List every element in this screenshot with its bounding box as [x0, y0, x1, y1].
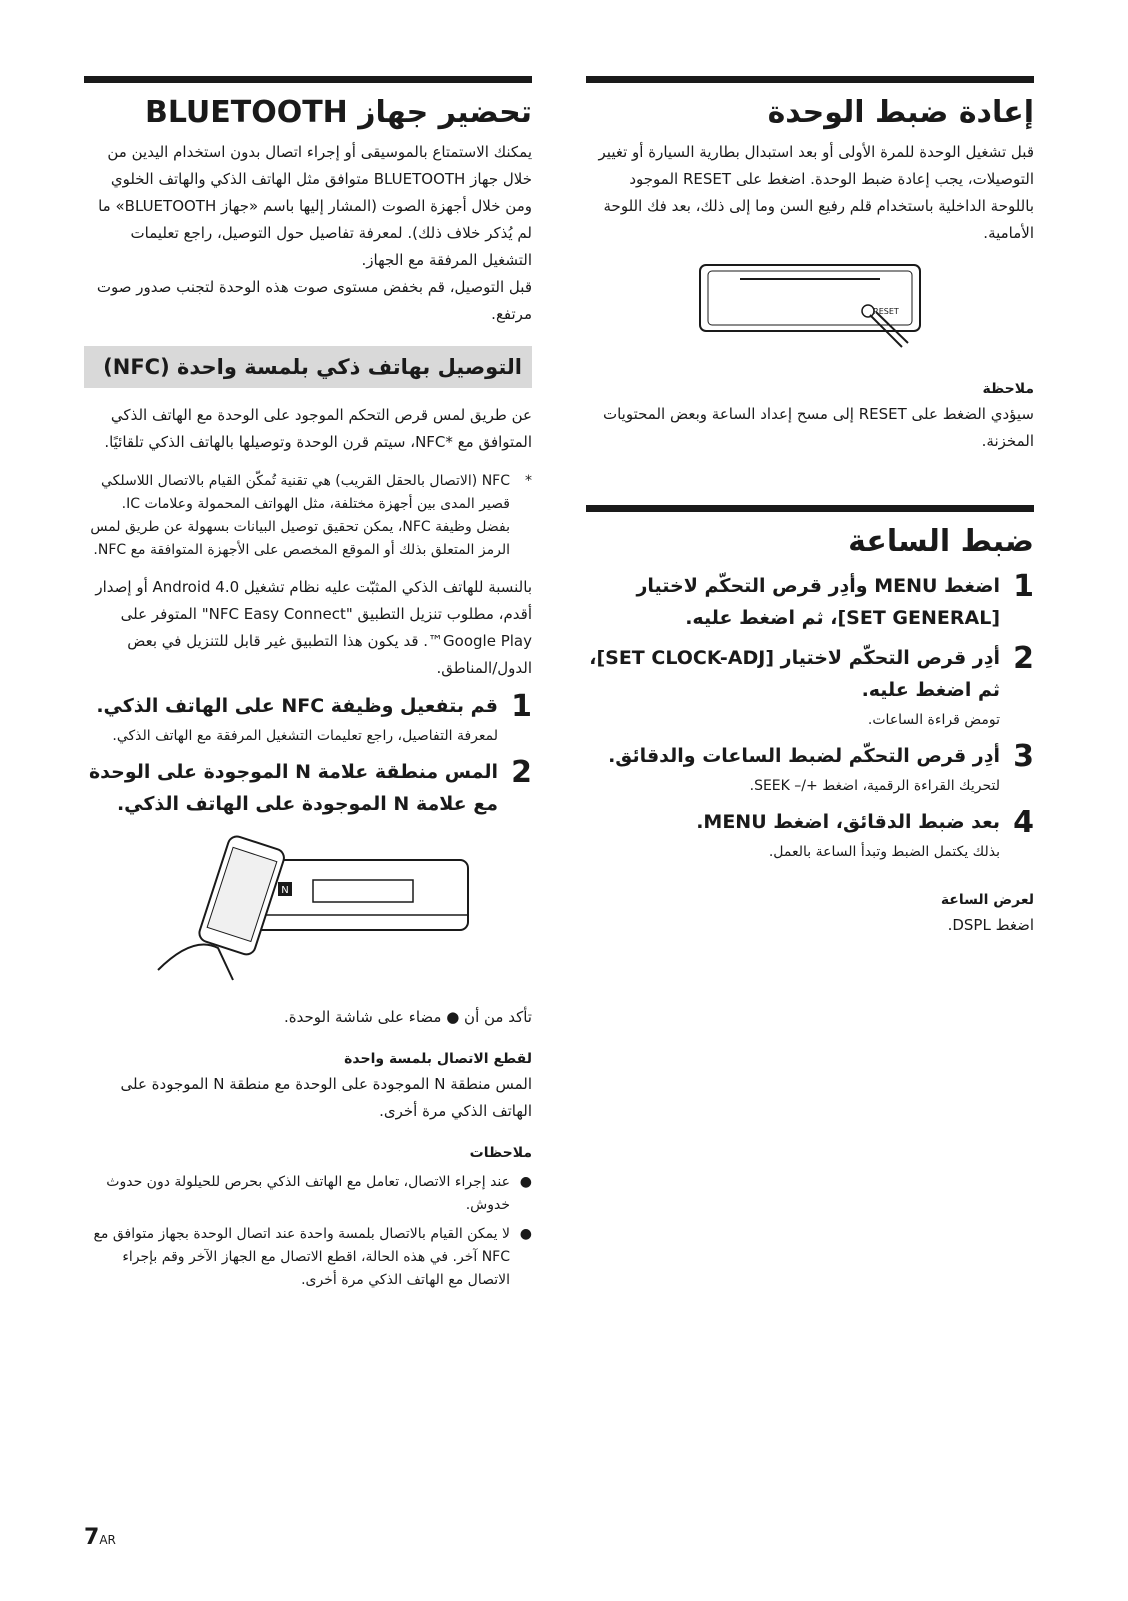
page-number-value: 7 — [84, 1525, 100, 1550]
step-number: 2 — [1013, 641, 1034, 676]
nfc-intro-paragraph: عن طريق لمس قرص التحكم الموجود على الوحدة مع الهاتف الذكي المتوافق مع *NFC، سيتم قرن الوحدة وتوصيلها بالهاتف الذكي تلقائيًا. — [104, 406, 532, 451]
clock-step-1 — [586, 570, 1034, 634]
step-number: 1 — [511, 689, 532, 724]
page-number — [84, 1525, 116, 1550]
bluetooth-intro-paragraph: يمكنك الاستمتاع بالموسيقى أو إجراء اتصال بدون استخدام اليدين من خلال جهاز BLUETOOTH متوافق مثل الهاتف الذكي والهاتف الخلوي ومن خلال أجهزة الصوت (المشار إليها باسم «جهاز BLUETOOTH» ما لم يُذكر خلاف ذلك). لمعرفة تفاصيل حول التوصيل، راجع تعليمات التشغيل المرفقة مع الجهاز. — [98, 143, 532, 269]
bt-indicator-confirmation: تأكد من أن ● مضاء على شاشة الوحدة. — [284, 1008, 532, 1026]
footnote-mark: * — [525, 473, 532, 489]
note-text: عند إجراء الاتصال، تعامل مع الهاتف الذكي بحرص للحيلولة دون حدوث خدوش. — [106, 1174, 510, 1213]
step-heading: قم بتفعيل وظيفة NFC على الهاتف الذكي. — [96, 695, 498, 717]
page-number-suffix: AR — [99, 1533, 116, 1547]
step-heading: المس منطقة علامة N الموجودة على الوحدة مع علامة N الموجودة على الهاتف الذكي. — [88, 761, 498, 815]
nfc-touch-illustration — [84, 830, 532, 994]
reset-paragraph: قبل تشغيل الوحدة للمرة الأولى أو بعد استبدال بطارية السيارة أو تغيير التوصيلات، يجب إعادة ضبط الوحدة. اضغط على RESET الموجود باللوحة الداخلية باستخدام قلم رفيع السن وما إلى ذلك، بعد فك اللوحة الأمامية. — [598, 143, 1034, 242]
clock-step-4 — [586, 806, 1034, 864]
step-number: 3 — [1013, 739, 1034, 774]
step-detail: لمعرفة التفاصيل، راجع تعليمات التشغيل المرفقة مع الهاتف الذكي. — [112, 728, 498, 744]
reset-panel-illustration — [680, 257, 940, 357]
step-heading: اضغط MENU وأدِر قرص التحكّم لاختيار [SET GENERAL]، ثم اضغط عليه. — [636, 575, 1000, 629]
clock-section-title: ضبط الساعة — [848, 524, 1034, 559]
step-detail: لتحريك القراءة الرقمية، اضغط +/– SEEK. — [749, 778, 1000, 794]
step-number: 2 — [511, 755, 532, 790]
bullet-icon: ● — [519, 1174, 532, 1190]
nfc-step-2 — [84, 756, 532, 820]
nfc-section-title: التوصيل بهاتف ذكي بلمسة واحدة (NFC) — [84, 346, 532, 388]
step-number: 1 — [1013, 569, 1034, 604]
nfc-android-paragraph: بالنسبة للهاتف الذكي المثبّت عليه نظام تشغيل Android 4.0 أو إصدار أقدم، مطلوب تنزيل التطبيق "NFC Easy Connect" المتوفر على Google Play™. قد يكون هذا التطبيق غير قابل للتنزيل في بعض الدول/المناطق. — [95, 578, 532, 677]
svg-text:N: N — [281, 885, 289, 896]
bullet-icon: ● — [519, 1226, 532, 1242]
left-column — [84, 76, 532, 1292]
bluetooth-volume-paragraph: قبل التوصيل، قم بخفض مستوى صوت هذه الوحدة لتجنب صدور صوت مرتفع. — [96, 278, 532, 323]
note-item — [84, 1223, 532, 1292]
footnote-text: NFC (الاتصال بالحقل القريب) هي تقنية تُمكّن القيام بالاتصال اللاسلكي قصير المدى بين أجهزة مختلفة، مثل الهواتف المحمولة وعلامات IC. بفضل وظيفة NFC، يمكن تحقيق توصيل البيانات بسهولة عن طريق لمس الرمز المتعلق بذلك أو الموقع المخصص على الأجهزة المتوافقة مع NFC. — [90, 473, 510, 558]
clock-step-2 — [586, 642, 1034, 732]
section-rule — [586, 76, 1034, 83]
step-heading: أدِر قرص التحكّم لاختيار [SET CLOCK-ADJ]، ثم اضغط عليه. — [589, 647, 1000, 701]
section-rule — [586, 505, 1034, 512]
nfc-step-1 — [84, 690, 532, 748]
nfc-footnote — [84, 470, 532, 562]
step-heading: بعد ضبط الدقائق، اضغط MENU. — [696, 811, 1000, 833]
disconnect-text: المس منطقة N الموجودة على الوحدة مع منطقة N الموجودة على الهاتف الذكي مرة أخرى. — [120, 1075, 532, 1120]
reset-illustration — [586, 257, 1034, 361]
clock-step-3 — [586, 740, 1034, 798]
reset-note-text: سيؤدي الضغط على RESET إلى مسح إعداد الساعة وبعض المحتويات المخزنة. — [602, 405, 1034, 450]
reset-button-label: RESET — [873, 307, 899, 316]
phone-touch-unit-illustration — [138, 830, 478, 990]
section-rule — [84, 76, 532, 83]
reset-note-title: ملاحظة — [982, 381, 1034, 397]
display-clock-text: اضغط DSPL. — [947, 916, 1034, 934]
right-column — [586, 76, 1034, 939]
note-item — [84, 1171, 532, 1217]
note-text: لا يمكن القيام بالاتصال بلمسة واحدة عند اتصال الوحدة بجهاز متوافق مع NFC آخر. في هذه الحالة، اقطع الاتصال مع الجهاز الآخر وقم بإجراء الاتصال مع الهاتف الذكي مرة أخرى. — [93, 1226, 510, 1288]
step-heading: أدِر قرص التحكّم لضبط الساعات والدقائق. — [608, 745, 1000, 767]
reset-section-title: إعادة ضبط الوحدة — [767, 95, 1034, 130]
bluetooth-section-title: تحضير جهاز BLUETOOTH — [144, 95, 532, 130]
step-detail: تومض قراءة الساعات. — [867, 712, 1000, 728]
step-number: 4 — [1013, 805, 1034, 840]
step-detail: بذلك يكتمل الضبط وتبدأ الساعة بالعمل. — [768, 844, 1000, 860]
notes-title: ملاحظات — [469, 1145, 532, 1161]
disconnect-title: لقطع الاتصال بلمسة واحدة — [344, 1051, 532, 1067]
display-clock-title: لعرض الساعة — [940, 892, 1034, 908]
